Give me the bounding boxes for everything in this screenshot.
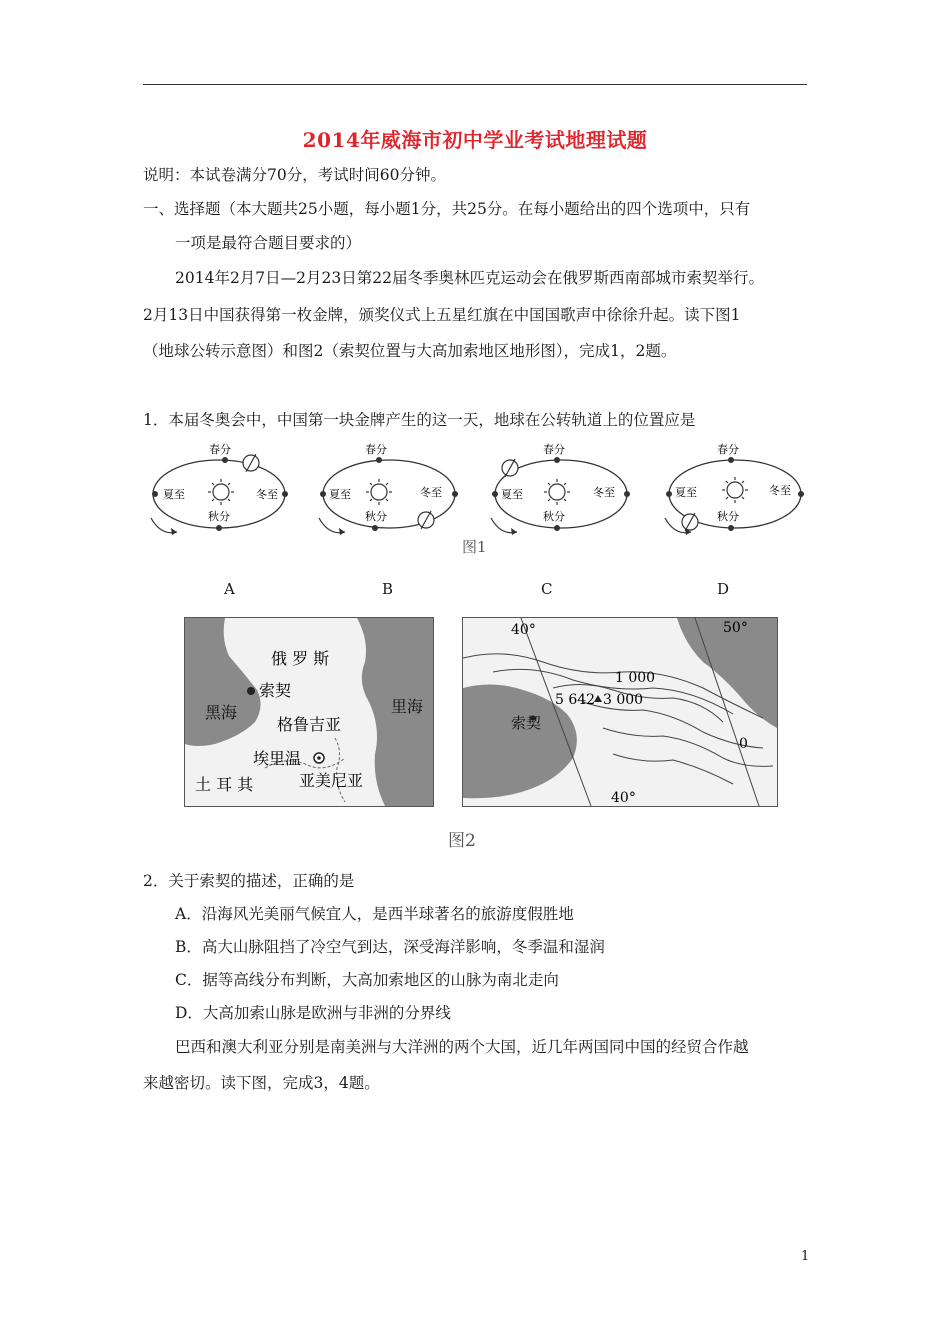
figure-2-location-map [184, 617, 434, 807]
question-2-option-a: A．沿海风光美丽气候宜人，是西半球著名的旅游度假胜地 [175, 905, 574, 923]
label-lat-40-north: 40° [511, 622, 536, 638]
figure-1-option-b: B [382, 580, 394, 598]
label-autumn: 秋分 [717, 510, 739, 523]
passage2-line1: 巴西和澳大利亚分别是南美洲与大洋洲的两个大国，近几年两国同中国的经贸合作越 [175, 1038, 749, 1056]
section1-line2: 一项是最符合题目要求的） [175, 234, 362, 252]
passage1-line1: 2014年2月7日—2月23日第22届冬季奥林匹克运动会在俄罗斯西南部城市索契举行。 [175, 269, 764, 287]
figure-2-contour-map [462, 617, 778, 807]
figure-1-option-a: A [224, 580, 235, 598]
label-winter: 冬至 [593, 486, 615, 499]
sun-icon [544, 479, 570, 505]
label-elevation-1000: 1 000 [615, 670, 656, 686]
label-autumn: 秋分 [543, 510, 565, 523]
label-summer: 夏至 [329, 488, 351, 501]
label-caspian-sea: 里海 [391, 697, 424, 716]
earth-icon [243, 454, 259, 472]
label-armenia: 亚美尼亚 [299, 771, 364, 790]
section1-line1: 一、选择题（本大题共25小题，每小题1分，共25分。在每小题给出的四个选项中，只有 [143, 200, 751, 218]
black-sea-shape [185, 618, 261, 746]
figure-2-caption: 图2 [448, 831, 476, 851]
passage1-line2: 2月13日中国获得第一枚金牌，颁奖仪式上五星红旗在中国国歌声中徐徐升起。读下图1 [143, 306, 741, 324]
page-title: 2014年威海市初中学业考试地理试题 [302, 128, 648, 152]
page-number: 1 [801, 1249, 810, 1264]
passage2-line2: 来越密切。读下图，完成3，4题。 [143, 1074, 380, 1092]
orbit-diagram-c [491, 442, 630, 535]
label-lat-40-south: 40° [611, 790, 636, 806]
sun-icon [366, 479, 392, 505]
label-spring: 春分 [365, 443, 387, 456]
label-summer: 夏至 [675, 486, 697, 499]
label-sochi: 索契 [511, 714, 542, 732]
question-2-stem: 2．关于索契的描述，正确的是 [143, 872, 355, 890]
earth-icon [418, 511, 434, 529]
label-black-sea: 黑海 [205, 703, 238, 722]
label-winter: 冬至 [420, 486, 442, 499]
label-summer: 夏至 [501, 488, 523, 501]
exam-note: 说明：本试卷满分70分，考试时间60分钟。 [143, 166, 446, 184]
label-spring: 春分 [209, 443, 231, 456]
label-russia: 俄 罗 斯 [271, 649, 330, 668]
question-2-option-c: C．据等高线分布判断，大高加索地区的山脉为南北走向 [175, 971, 559, 989]
passage1-line3: （地球公转示意图）和图2（索契位置与大高加索地区地形图），完成1，2题。 [143, 342, 677, 360]
figure-1-option-c: C [541, 580, 553, 598]
label-georgia: 格鲁吉亚 [277, 715, 342, 734]
question-1: 1．本届冬奥会中，中国第一块金牌产生的这一天，地球在公转轨道上的位置应是 [143, 411, 696, 429]
question-2-option-b: B．高大山脉阻挡了冷空气到达，深受海洋影响，冬季温和湿润 [175, 938, 605, 956]
figure-1-option-d: D [717, 580, 730, 598]
label-winter: 冬至 [769, 484, 791, 497]
label-contour-zero: 0 [739, 736, 748, 752]
label-lon-50: 50° [723, 620, 748, 636]
label-turkey: 土 耳 其 [195, 775, 254, 794]
label-yerevan: 埃里温 [253, 749, 302, 768]
header-rule [143, 84, 807, 85]
label-winter: 冬至 [256, 488, 278, 501]
label-sochi: 索契 [259, 681, 292, 700]
label-summer: 夏至 [163, 488, 185, 501]
orbit-diagram-b [319, 442, 458, 535]
earth-icon [682, 513, 698, 531]
question-2-option-d: D．大高加索山脉是欧洲与非洲的分界线 [175, 1004, 451, 1022]
earth-icon [502, 459, 518, 477]
label-autumn: 秋分 [208, 510, 230, 523]
orbit-diagram-a [151, 442, 288, 535]
label-spring: 春分 [717, 443, 739, 456]
sun-icon [722, 477, 748, 503]
label-peak-elevation: 5 642 [555, 692, 596, 708]
label-elevation-3000: 3 000 [603, 692, 644, 708]
label-spring: 春分 [543, 443, 565, 456]
sun-icon [208, 479, 234, 505]
label-autumn: 秋分 [365, 510, 387, 523]
orbit-diagram-d [665, 442, 804, 535]
figure-1-caption: 图1 [462, 538, 487, 556]
